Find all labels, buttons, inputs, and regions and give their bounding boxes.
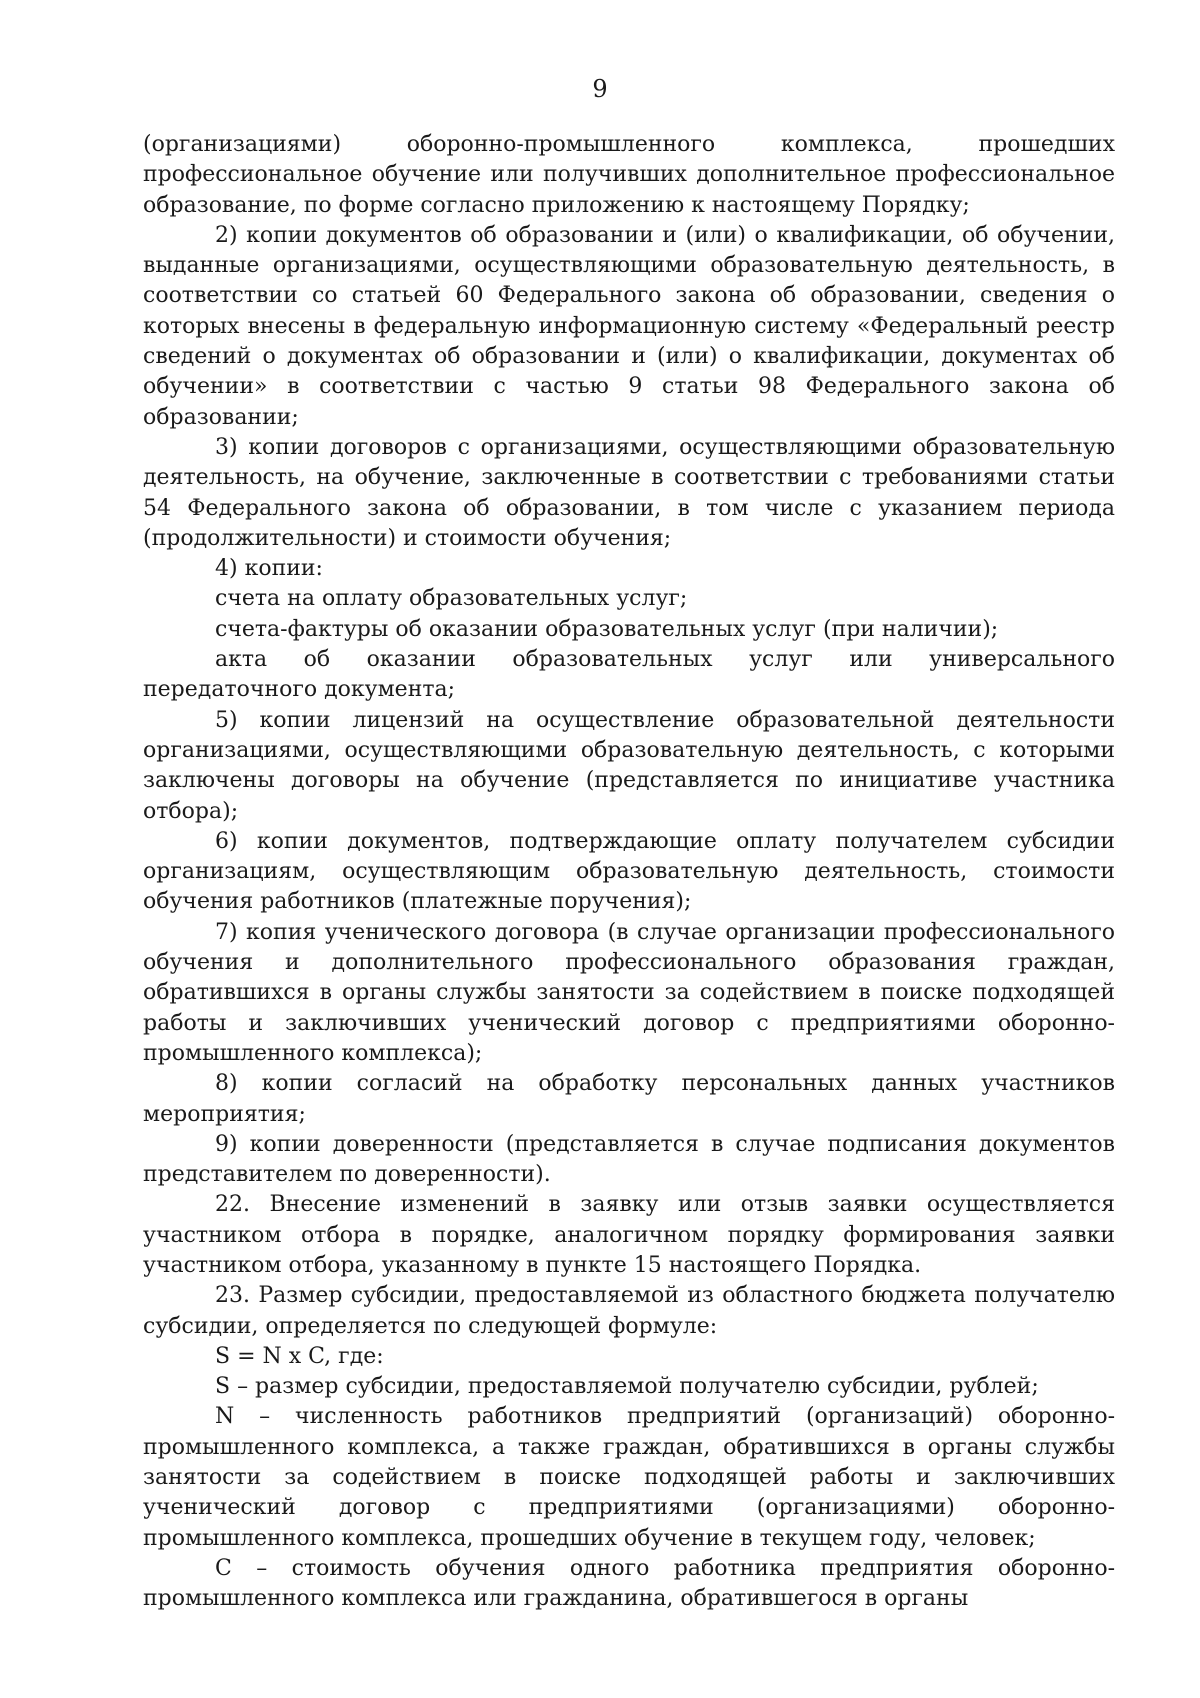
paragraph-item-9: 9) копии доверенности (представляется в случае подписания документов представителем по доверенности).	[143, 1131, 1115, 1188]
paragraph-vat-invoice: счета-фактуры об оказании образовательных услуг (при наличии);	[215, 616, 999, 642]
paragraph-item-3: 3) копии договоров с организациями, осуществляющими образовательную деятельность, на обучение, заключенные в соответствии с требованиями статьи 54 Федерального закона об образовании, в том числе с указанием периода (продолжительности) и стоимости обучения;	[143, 434, 1115, 551]
paragraph-item-5: 5) копии лицензий на осуществление образовательной деятельности организациями, осуществляющими образовательную деятельность, с которыми заключены договоры на обучение (представляется по инициативе участника отбора);	[143, 707, 1115, 824]
page-number: 9	[592, 75, 608, 103]
paragraph-item-8: 8) копии согласий на обработку персональных данных участников мероприятия;	[143, 1071, 1115, 1127]
paragraph-item-6: 6) копии документов, подтверждающие оплату получателем субсидии организациям, осуществляющим образовательную деятельность, стоимости обучения работников (платежные поручения);	[143, 828, 1115, 915]
paragraph-invoice: счета на оплату образовательных услуг;	[215, 586, 688, 612]
paragraph-item-2: 2) копии документов об образовании и (или) о квалификации, об обучении, выданные организациями, осуществляющими образовательную деятельность, в соответствии со статьей 60 Федерального закона об образовании, сведения о которых внесены в федеральную информационную систему «Федеральный реестр сведений о документах об образовании и (или) о квалификации, документах об обучении» в соответствии с частью 9 статьи 98 Федерального закона об образовании;	[143, 222, 1115, 430]
document-body	[143, 130, 1115, 1615]
formula-definition-n: N – численность работников предприятий (организаций) оборонно-промышленного комплекса, а также граждан, обратившихся в органы службы занятости за содействием в поиске подходящей работы и заключивших ученический договор с предприятиями (организациями) оборонно-промышленного комплекса, прошедших обучение в текущем году, человек;	[143, 1404, 1115, 1551]
formula-definition-s: S – размер субсидии, предоставляемой получателю субсидии, рублей;	[215, 1374, 1039, 1400]
paragraph-act: акта об оказании образовательных услуг или универсального передаточного документа;	[143, 647, 1115, 703]
formula-definition-c: C – стоимость обучения одного работника предприятия оборонно-промышленного комплекса или гражданина, обратившегося в органы	[143, 1555, 1115, 1612]
paragraph-item-7: 7) копия ученического договора (в случае организации профессионального обучения и дополнительного профессионального образования граждан, обратившихся в органы службы занятости за содействием в поиске подходящей работы и заключивших ученический договор с предприятиями оборонно-промышленного комплекса);	[143, 919, 1115, 1066]
paragraph-section-23: 23. Размер субсидии, предоставляемой из областного бюджета получателю субсидии, определяется по следующей формуле:	[143, 1283, 1115, 1339]
paragraph-continuation: (организациями) оборонно-промышленного комплекса, прошедших профессиональное обучение или получивших дополнительное профессиональное образование, по форме согласно приложению к настоящему Порядку;	[143, 132, 1115, 218]
formula: S = N x C, где:	[215, 1343, 384, 1369]
paragraph-item-4: 4) копии:	[215, 556, 323, 582]
paragraph-section-22: 22. Внесение изменений в заявку или отзыв заявки осуществляется участником отбора в порядке, аналогичном порядку формирования заявки участником отбора, указанному в пункте 15 настоящего Порядка.	[143, 1192, 1115, 1278]
